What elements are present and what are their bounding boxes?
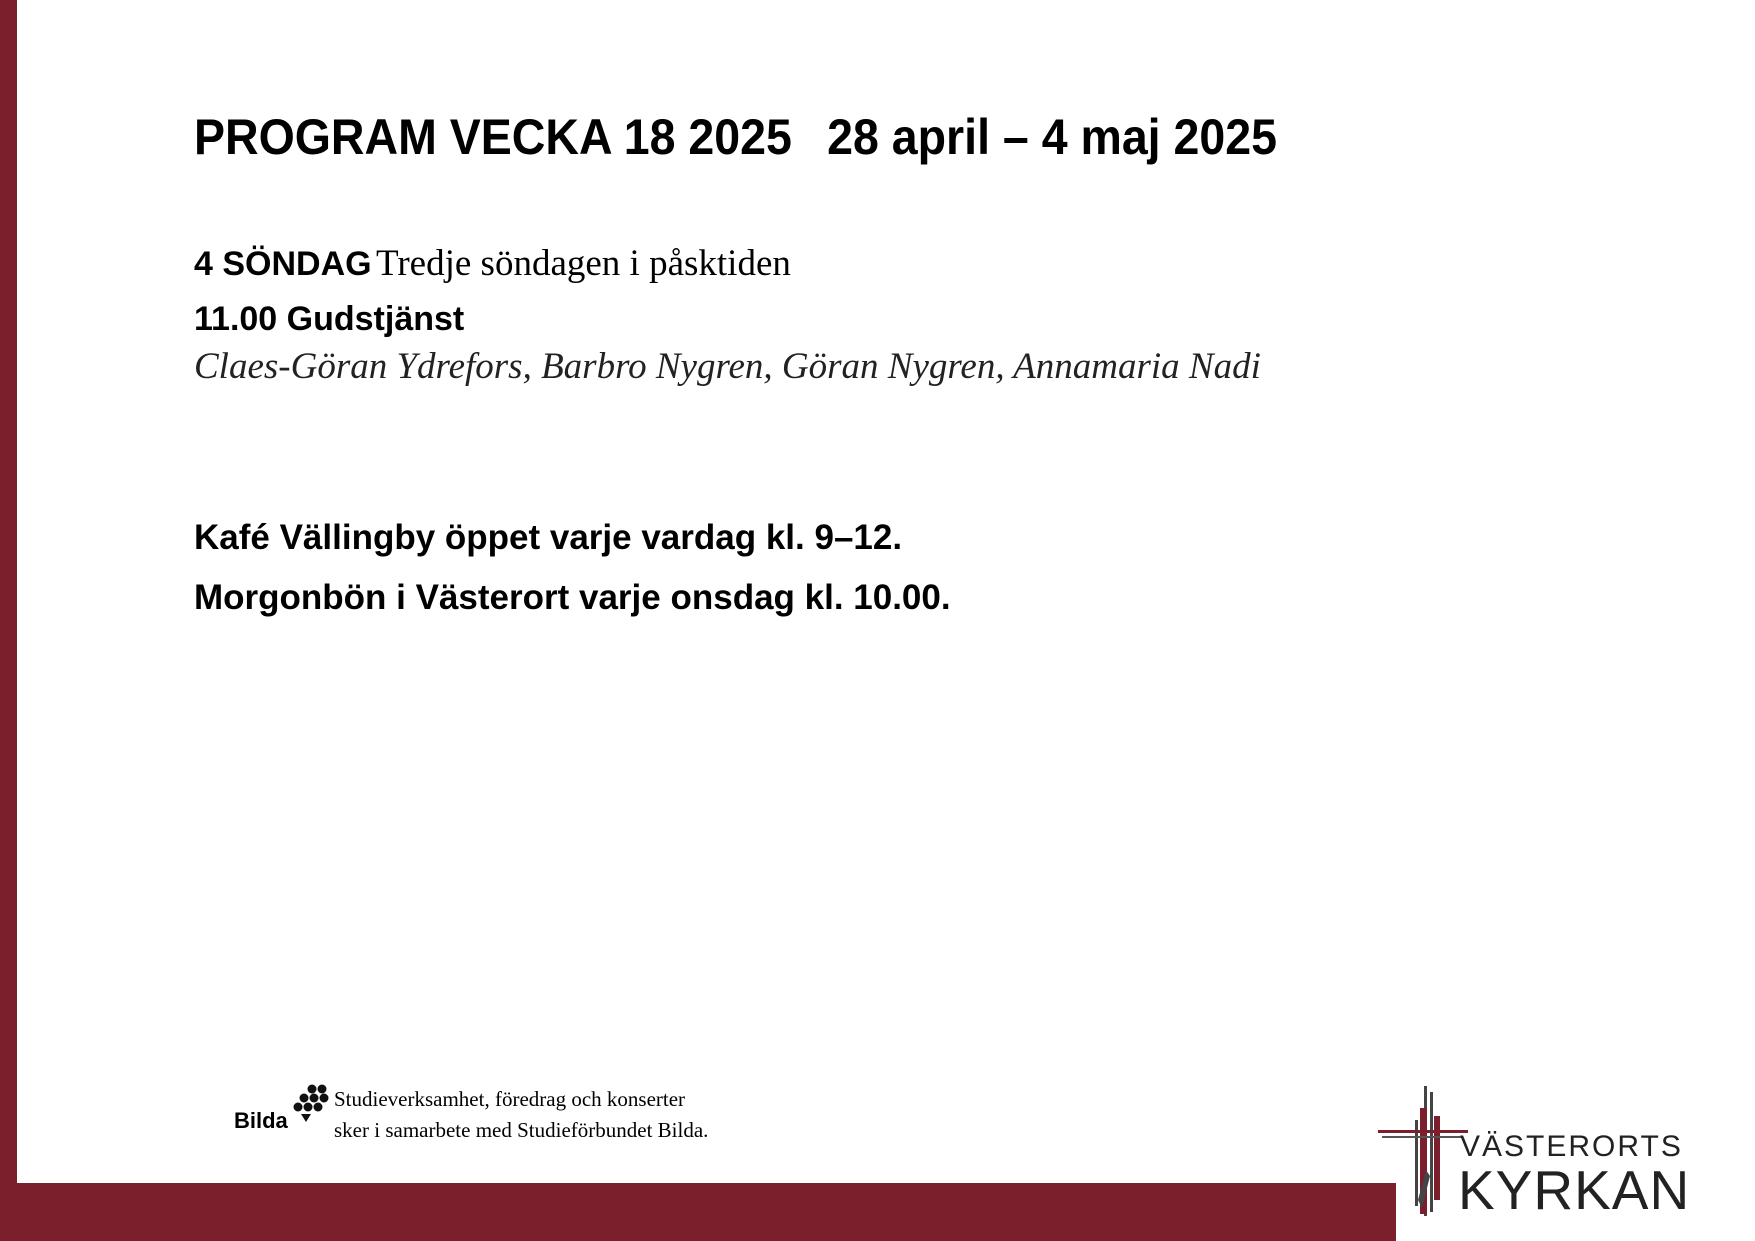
page-title: [194, 108, 1277, 166]
day-name: 4 SÖNDAG: [194, 245, 372, 283]
notice-morning-prayer: Morgonbön i Västerort varje onsdag kl. 10.00.: [194, 578, 951, 617]
church-logo-top-text: VÄSTERORTS: [1460, 1130, 1683, 1163]
cross-icon: [1378, 1080, 1468, 1220]
service-time: 11.00 Gudstjänst: [194, 300, 465, 338]
vasterorts-kyrkan-logo: [1378, 1080, 1708, 1220]
day-heading: [194, 240, 1261, 295]
bilda-logo: [234, 1084, 330, 1136]
notice-cafe: Kafé Vällingby öppet varje vardag kl. 9–12.: [194, 518, 903, 557]
church-logo-bottom-text: KYRKAN: [1458, 1159, 1691, 1221]
bilda-info: [334, 1084, 708, 1146]
event-block: [194, 240, 1261, 391]
participants: Claes-Göran Ydrefors, Barbro Nygren, Göran Nygren, Annamaria Nadi: [194, 346, 1261, 387]
week-title: PROGRAM VECKA 18 2025: [194, 109, 792, 165]
bottom-accent-bar: [0, 1183, 1396, 1241]
bilda-info-line-1: Studieverksamhet, föredrag och konserter: [334, 1087, 686, 1111]
bilda-info-line-2: sker i samarbete med Studieförbundet Bilda.: [334, 1118, 709, 1142]
bilda-mark-icon: [292, 1084, 332, 1124]
left-accent-bar: [0, 0, 17, 1241]
date-range: 28 april – 4 maj 2025: [827, 109, 1277, 165]
bilda-logo-text: Bilda: [234, 1108, 288, 1133]
day-description: Tredje söndagen i påsktiden: [376, 243, 791, 284]
